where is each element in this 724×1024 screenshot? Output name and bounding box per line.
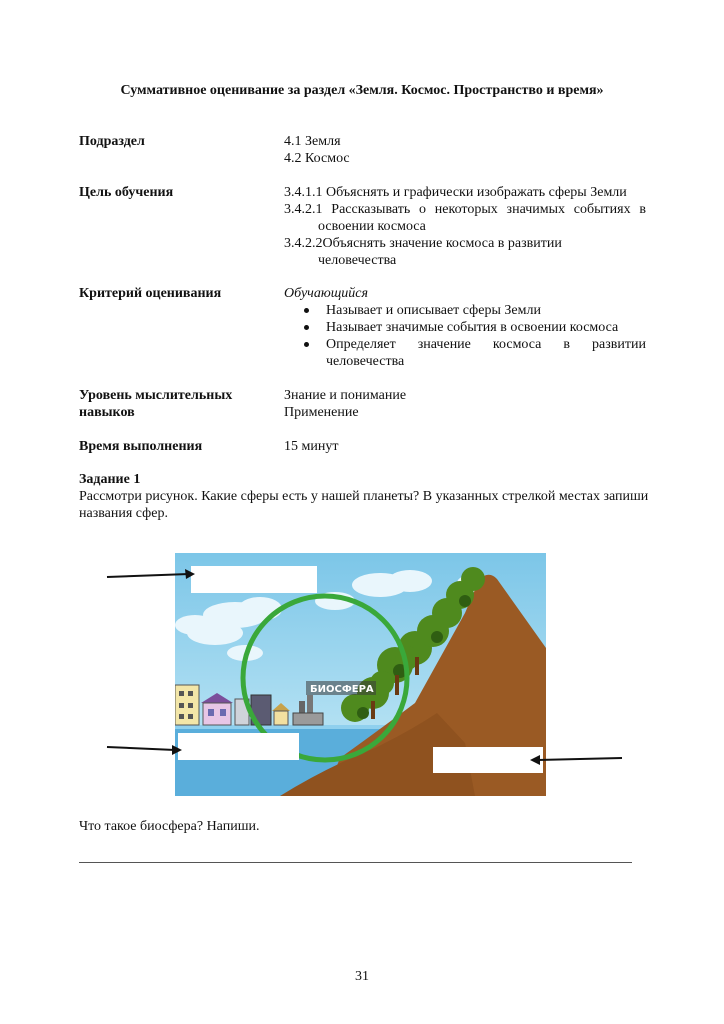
skills-values xyxy=(284,387,646,421)
task-text: Рассмотри рисунок. Какие сферы есть у нашей планеты? В указанных стрелкой местах запиши названия сфер. xyxy=(79,489,649,521)
criteria-intro: Обучающийся xyxy=(284,286,369,301)
skills-label-line-1: Уровень мыслительных xyxy=(79,388,233,403)
skills-label xyxy=(79,387,232,421)
answer-box-hydrosphere[interactable] xyxy=(178,733,299,760)
goal-label: Цель обучения xyxy=(79,185,174,200)
time-label: Время выполнения xyxy=(79,439,203,454)
skills-value-1: Знание и понимание xyxy=(284,388,407,403)
subsection-value-1: 4.1 Земля xyxy=(284,134,341,149)
criteria-item-3-cont: человечества xyxy=(326,354,405,369)
goal-values xyxy=(284,184,646,269)
answer-box-atmosphere[interactable] xyxy=(191,566,317,593)
criteria-item-2: Называет значимые события в освоении космоса xyxy=(284,319,646,336)
skills-value-2: Применение xyxy=(284,405,359,420)
criteria-list xyxy=(284,302,646,353)
criteria-values xyxy=(284,285,646,370)
skills-label-line-2: навыков xyxy=(79,405,135,420)
subsection-values xyxy=(284,133,646,167)
criteria-item-1: Называет и описывает сферы Земли xyxy=(284,302,646,319)
goal-line-2: 3.4.2.1 Рассказывать о некоторых значимых событиях в xyxy=(284,202,646,217)
task-title: Задание 1 xyxy=(79,472,141,487)
criteria-label: Критерий оценивания xyxy=(79,286,222,301)
criteria-item-3: Определяет значение космоса в развитии xyxy=(284,336,646,353)
goal-line-1: 3.4.1.1 Объяснять и графически изображать сферы Земли xyxy=(284,185,627,200)
time-value: 15 минут xyxy=(284,439,339,454)
arrow-right-icon xyxy=(105,568,197,584)
answer-box-lithosphere[interactable] xyxy=(433,747,543,773)
subsection-label: Подраздел xyxy=(79,134,145,149)
page-number: 31 xyxy=(355,969,369,984)
arrow-right-icon xyxy=(105,741,185,757)
goal-line-3: освоении космоса xyxy=(318,219,426,234)
goal-line-5: человечества xyxy=(318,253,397,268)
arrow-left-icon xyxy=(528,752,624,768)
question-text: Что такое биосфера? Напиши. xyxy=(79,819,260,834)
answer-line[interactable] xyxy=(79,862,632,863)
biosphere-label: БИОСФЕРА xyxy=(310,684,374,695)
goal-line-4: 3.4.2.2Объяснять значение космоса в развитии xyxy=(284,236,562,251)
subsection-value-2: 4.2 Космос xyxy=(284,151,350,166)
page-title: Суммативное оценивание за раздел «Земля. Космос. Пространство и время» xyxy=(120,83,604,98)
